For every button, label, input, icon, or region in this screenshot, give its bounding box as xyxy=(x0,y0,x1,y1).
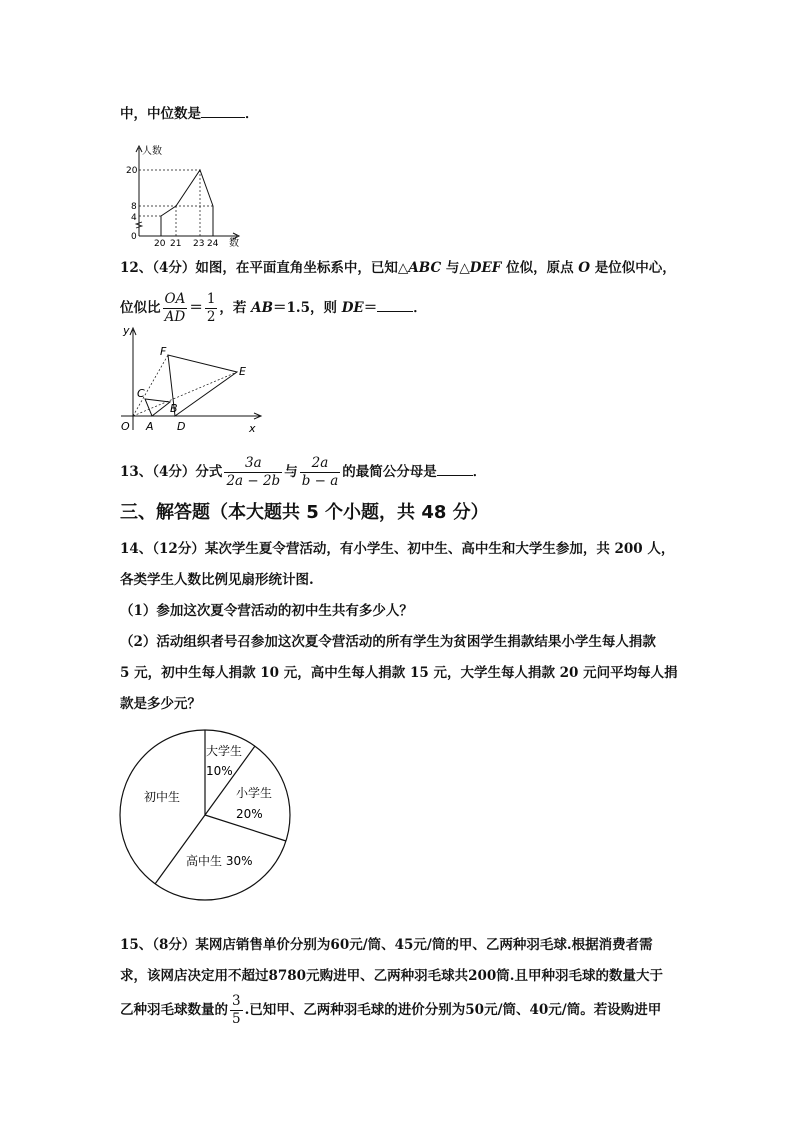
q13-prefix: 13、（4分）分式 xyxy=(120,464,223,480)
fraction-one-half xyxy=(205,291,218,326)
q11-end: ． xyxy=(245,106,259,122)
segment-de: DE xyxy=(341,300,364,316)
frac-den: 5 xyxy=(232,1011,241,1027)
frac-den: b − a xyxy=(301,473,339,489)
geometry-figure xyxy=(115,322,265,437)
section-heading: 三、解答题（本大题共 5 个小题，共 48 分） xyxy=(120,502,489,523)
y-title: 人数 xyxy=(142,146,162,157)
y-tick-20: 20 xyxy=(126,166,138,176)
label-f: F xyxy=(160,345,167,358)
label-x: x xyxy=(249,422,256,435)
slice-boundary-lower-left xyxy=(155,815,205,884)
triangle-abc: ABC xyxy=(408,260,442,276)
fraction-1 xyxy=(224,455,282,490)
q15-line2: 求，该网店决定用不超过8780元购进甲、乙两种羽毛球共200筒.且甲种羽毛球的数量大于 xyxy=(120,968,663,984)
q14-line5: 5 元，初中生每人捐款 10 元，高中生每人捐款 15 元，大学生每人捐款 20 元问平均每人捐 xyxy=(120,665,678,681)
x-tick-24: 24 xyxy=(207,239,219,248)
answer-blank xyxy=(201,103,245,118)
q11-line xyxy=(120,103,259,124)
fraction-oa-ad xyxy=(163,291,188,326)
triangle-def-shape xyxy=(168,355,237,416)
q14-line4: （2）活动组织者号召参加这次夏令营活动的所有学生为贫困学生捐款结果小学生每人捐款 xyxy=(120,634,656,650)
label-high: 高中生 30% xyxy=(186,854,253,868)
label-junior: 初中生 xyxy=(144,790,181,804)
q15-pre: 乙种羽毛球数量的 xyxy=(120,1002,228,1018)
origin-o: O xyxy=(578,260,591,276)
q12-mid2b: ＝1.5，则 xyxy=(273,300,342,316)
frac-den: AD xyxy=(164,309,186,325)
equals: ＝ xyxy=(189,300,203,316)
fraction-2 xyxy=(300,455,341,490)
answer-blank xyxy=(437,461,473,476)
q12-mid2: 位似，原点 xyxy=(501,260,579,276)
q12-ratio-label: 位似比 xyxy=(120,300,161,316)
q14-line1: 14、（12分）某次学生夏令营活动，有小学生、初中生、高中生和大学生参加，共 200 人， xyxy=(120,541,675,557)
label-e: E xyxy=(239,365,246,378)
q12-mid1: 与△ xyxy=(441,260,470,276)
q11-text: 中，中位数是 xyxy=(120,106,201,122)
frac-num: 3a xyxy=(224,455,282,473)
label-c: C xyxy=(137,387,145,400)
y-tick-4: 4 xyxy=(131,213,137,223)
segment-ab: AB xyxy=(251,300,274,316)
q14-line2: 各类学生人数比例见扇形统计图. xyxy=(120,572,314,588)
triangle-abc-shape xyxy=(145,399,170,416)
x-tick-21: 21 xyxy=(170,239,182,248)
q13-line xyxy=(120,452,486,492)
label-a: A xyxy=(146,420,154,433)
triangle-def: DEF xyxy=(469,260,502,276)
label-primary: 小学生 xyxy=(236,786,273,800)
label-college: 大学生 xyxy=(206,744,243,758)
q12-eq: ＝ xyxy=(363,300,378,316)
q13-mid: 与 xyxy=(284,464,298,480)
data-line xyxy=(161,170,213,216)
pie-chart xyxy=(118,725,298,905)
y-tick-8: 8 xyxy=(131,202,137,212)
x-tick-23: 23 xyxy=(193,239,205,248)
q12-mid: ，若 xyxy=(219,300,252,316)
q12-line1 xyxy=(120,258,676,278)
label-primary-pct: 20% xyxy=(236,807,263,821)
label-y: y xyxy=(123,324,130,337)
x-tick-20: 20 xyxy=(154,239,166,248)
frac-num: OA xyxy=(164,291,186,307)
frac-den: 2 xyxy=(206,309,216,325)
frac-num: 3 xyxy=(232,993,241,1009)
label-o: O xyxy=(121,420,130,433)
q13-suffix: 的最简公分母是 xyxy=(342,464,437,480)
frac-den: 2a − 2b xyxy=(226,473,281,489)
frac-num: 2a xyxy=(300,455,341,473)
q12-suffix: 是位似中心， xyxy=(590,260,676,276)
frac-num: 1 xyxy=(206,291,216,307)
q15-line1: 15、（8分）某网店销售单价分别为60元/筒、45元/筒的甲、乙两种羽毛球.根据消费者需 xyxy=(120,937,653,953)
q13-dot: ． xyxy=(472,464,487,480)
q15-line3 xyxy=(120,990,661,1030)
label-b: B xyxy=(170,402,178,415)
q14-line6: 款是多少元？ xyxy=(120,696,201,712)
x-title: 数 xyxy=(229,238,239,248)
answer-blank xyxy=(377,297,413,312)
fraction-three-fifths xyxy=(230,993,243,1028)
axis-break xyxy=(136,222,142,228)
label-college-pct: 10% xyxy=(206,764,233,778)
ray-of xyxy=(133,355,168,416)
y-tick-0: 0 xyxy=(131,232,137,242)
q12-dot: ． xyxy=(413,300,427,316)
q14-line3: （1）参加这次夏令营活动的初中生共有多少人？ xyxy=(120,603,413,619)
q12-prefix: 12、（4分）如图，在平面直角坐标系中，已知△ xyxy=(120,260,409,276)
label-d: D xyxy=(177,420,186,433)
q15-post: .已知甲、乙两种羽毛球的进价分别为50元/筒、40元/筒。若设购进甲 xyxy=(244,1002,662,1018)
line-chart xyxy=(125,140,255,248)
